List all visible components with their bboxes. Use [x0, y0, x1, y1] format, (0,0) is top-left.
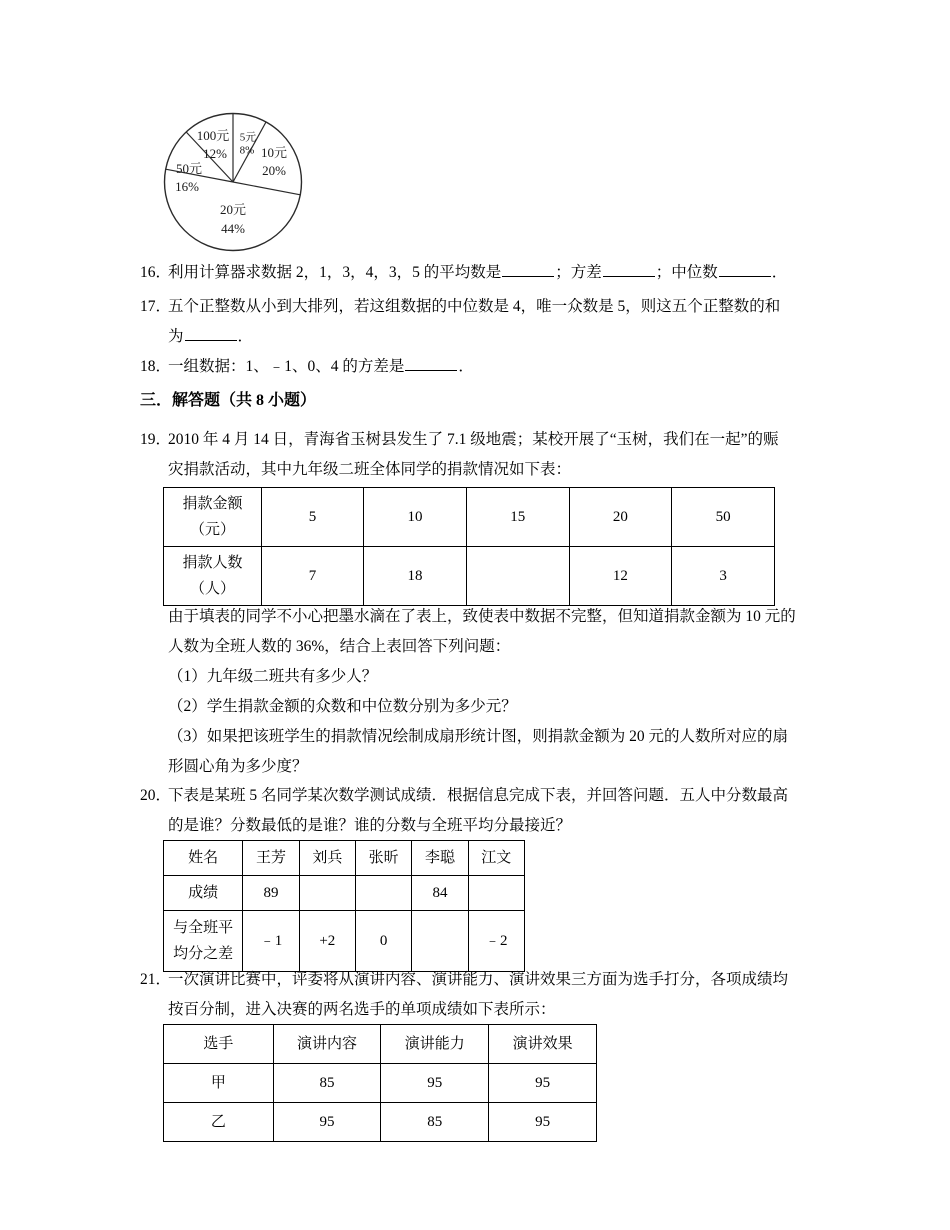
donation-amount-cell-3: 20 — [569, 488, 672, 547]
speech-contestant-1-name: 乙 — [164, 1103, 274, 1142]
speech-contestant-0-name: 甲 — [164, 1064, 274, 1103]
pie-slice-label-10yuan: 10元 — [260, 144, 288, 160]
pie-slice-percent-50yuan: 16% — [175, 178, 199, 194]
question-19-sub3-line2: 形圆心角为多少度？ — [168, 758, 308, 775]
pie-slice-label-5yuan: 5元 — [239, 131, 257, 144]
question-18-text — [168, 352, 820, 382]
scores-diff-cell-1: +2 — [299, 911, 355, 972]
question-20-line2: 的是谁？分数最低的是谁？谁的分数与全班平均分最接近？ — [168, 817, 572, 834]
donation-count-cell-2 — [466, 547, 569, 606]
question-17-line2 — [168, 322, 820, 352]
question-16-text — [168, 258, 820, 288]
donation-count-header-line1: 捐款人数 — [182, 555, 243, 571]
scores-score-cell-1 — [299, 876, 355, 911]
donation-count-cell-3: 12 — [569, 547, 672, 606]
q18-prefix: 一组数据：1、﹣1、0、4 的方差是 — [168, 358, 405, 375]
question-17-number: 17． — [140, 298, 172, 315]
q16-blank-variance[interactable] — [603, 261, 655, 277]
question-19-sub2: （2）学生捐款金额的众数和中位数分别为多少元？ — [168, 698, 517, 715]
scores-score-cell-3: 84 — [412, 876, 468, 911]
q18-blank-variance[interactable] — [405, 355, 457, 371]
scores-diff-cell-3 — [412, 911, 468, 972]
table-row — [164, 876, 525, 911]
table-row — [164, 911, 525, 972]
pie-slice-percent-20yuan: 44% — [221, 220, 245, 236]
question-19-number: 19． — [140, 431, 172, 448]
q17-line2-suffix: ． — [237, 328, 254, 345]
question-19-note-line1: 由于填表的同学不小心把墨水滴在了表上，致使表中数据不完整，但知道捐款金额为 10 元的 — [168, 608, 796, 625]
q16-blank-median[interactable] — [719, 261, 771, 277]
pie-slice-label-20yuan: 20元 — [219, 201, 247, 217]
donation-count-cell-4: 3 — [672, 547, 775, 606]
pie-slice-label-50yuan: 50元 — [175, 160, 203, 176]
table-row — [164, 841, 525, 876]
question-21-number: 21． — [140, 971, 172, 988]
question-19-sub3-line1: （3）如果把该班学生的捐款情况绘制成扇形统计图，则捐款金额为 20 元的人数所对应的扇 — [168, 728, 789, 745]
q18-suffix: ． — [458, 358, 474, 375]
scores-diff-header-line2: 均分之差 — [173, 946, 234, 962]
pie-slice-percent-5yuan: 8% — [239, 144, 255, 157]
speech-contestant-0-content: 85 — [273, 1064, 381, 1103]
question-20-number: 20． — [140, 787, 172, 804]
speech-contestant-0-ability: 95 — [381, 1064, 489, 1103]
table-row — [164, 1064, 597, 1103]
scores-diff-header — [164, 911, 243, 972]
question-19-line1: 2010 年 4 月 14 日，青海省玉树县发生了 7.1 级地震；某校开展了“玉树，我们在一起”的赈 — [168, 431, 779, 448]
scores-table — [163, 840, 525, 972]
pie-chart — [163, 112, 303, 252]
table-row — [164, 1103, 597, 1142]
donation-table — [163, 487, 775, 606]
q17-blank-sum[interactable] — [185, 325, 237, 341]
table-row — [164, 1025, 597, 1064]
speech-header-1: 演讲内容 — [273, 1025, 381, 1064]
scores-score-cell-4 — [468, 876, 524, 911]
q16-part1: 利用计算器求数据 2，1，3，4，3，5 的平均数是 — [168, 264, 502, 281]
speech-header-2: 演讲能力 — [381, 1025, 489, 1064]
section-heading: 三．解答题（共 8 小题） — [140, 392, 317, 409]
table-row — [164, 488, 775, 547]
table-row — [164, 547, 775, 606]
q17-line2-prefix: 为 — [168, 328, 184, 345]
scores-name-cell-3: 李聪 — [412, 841, 468, 876]
speech-contestant-0-effect: 95 — [489, 1064, 597, 1103]
donation-amount-cell-1: 10 — [364, 488, 467, 547]
question-19-sub1: （1）九年级二班共有多少人？ — [168, 668, 378, 685]
speech-header-0: 选手 — [164, 1025, 274, 1064]
donation-count-header-line2: （人） — [189, 581, 235, 597]
q16-blank-mean[interactable] — [502, 261, 554, 277]
scores-score-cell-2 — [356, 876, 412, 911]
question-16-number: 16． — [140, 264, 172, 281]
question-19-line2: 灾捐款活动，其中九年级二班全体同学的捐款情况如下表： — [168, 461, 572, 478]
scores-diff-cell-4: ﹣2 — [468, 911, 524, 972]
speech-contest-table — [163, 1024, 597, 1142]
pie-slice-percent-100yuan: 12% — [203, 145, 227, 161]
question-20-line1: 下表是某班 5 名同学某次数学测试成绩．根据信息完成下表，并回答问题．五人中分数最高 — [168, 787, 789, 804]
scores-diff-cell-0: ﹣1 — [243, 911, 299, 972]
q16-part2: ；方差 — [555, 264, 602, 281]
scores-score-cell-0: 89 — [243, 876, 299, 911]
donation-count-cell-0: 7 — [261, 547, 363, 606]
speech-contestant-1-effect: 95 — [489, 1103, 597, 1142]
donation-amount-cell-4: 50 — [672, 488, 775, 547]
q16-part3: ；中位数 — [655, 264, 718, 281]
scores-name-cell-0: 王芳 — [243, 841, 299, 876]
speech-contestant-1-ability: 85 — [381, 1103, 489, 1142]
scores-name-cell-2: 张昕 — [356, 841, 412, 876]
donation-amount-cell-0: 5 — [261, 488, 363, 547]
donation-amount-cell-2: 15 — [466, 488, 569, 547]
question-18-number: 18． — [140, 358, 172, 375]
scores-score-header: 成绩 — [164, 876, 243, 911]
question-21-line2: 按百分制，进入决赛的两名选手的单项成绩如下表所示： — [168, 1001, 556, 1018]
scores-name-header: 姓名 — [164, 841, 243, 876]
donation-count-header — [164, 547, 262, 606]
pie-slice-label-100yuan: 100元 — [196, 127, 230, 143]
donation-amount-header-line1: 捐款金额 — [182, 496, 243, 512]
speech-header-3: 演讲效果 — [489, 1025, 597, 1064]
question-17-line1: 五个正整数从小到大排列，若这组数据的中位数是 4，唯一众数是 5，则这五个正整数的和 — [168, 298, 781, 315]
pie-slice-percent-10yuan: 20% — [262, 162, 286, 178]
scores-name-cell-4: 江文 — [468, 841, 524, 876]
donation-amount-header-line2: （元） — [189, 522, 235, 538]
donation-amount-header — [164, 488, 262, 547]
q16-part4: ． — [771, 264, 788, 281]
donation-count-cell-1: 18 — [364, 547, 467, 606]
speech-contestant-1-content: 95 — [273, 1103, 381, 1142]
question-21-line1: 一次演讲比赛中，评委将从演讲内容、演讲能力、演讲效果三方面为选手打分，各项成绩均 — [168, 971, 789, 988]
scores-name-cell-1: 刘兵 — [299, 841, 355, 876]
scores-diff-cell-2: 0 — [356, 911, 412, 972]
scores-diff-header-line1: 与全班平 — [173, 920, 234, 936]
question-19-note-line2: 人数为全班人数的 36%，结合上表回答下列问题： — [168, 638, 511, 655]
